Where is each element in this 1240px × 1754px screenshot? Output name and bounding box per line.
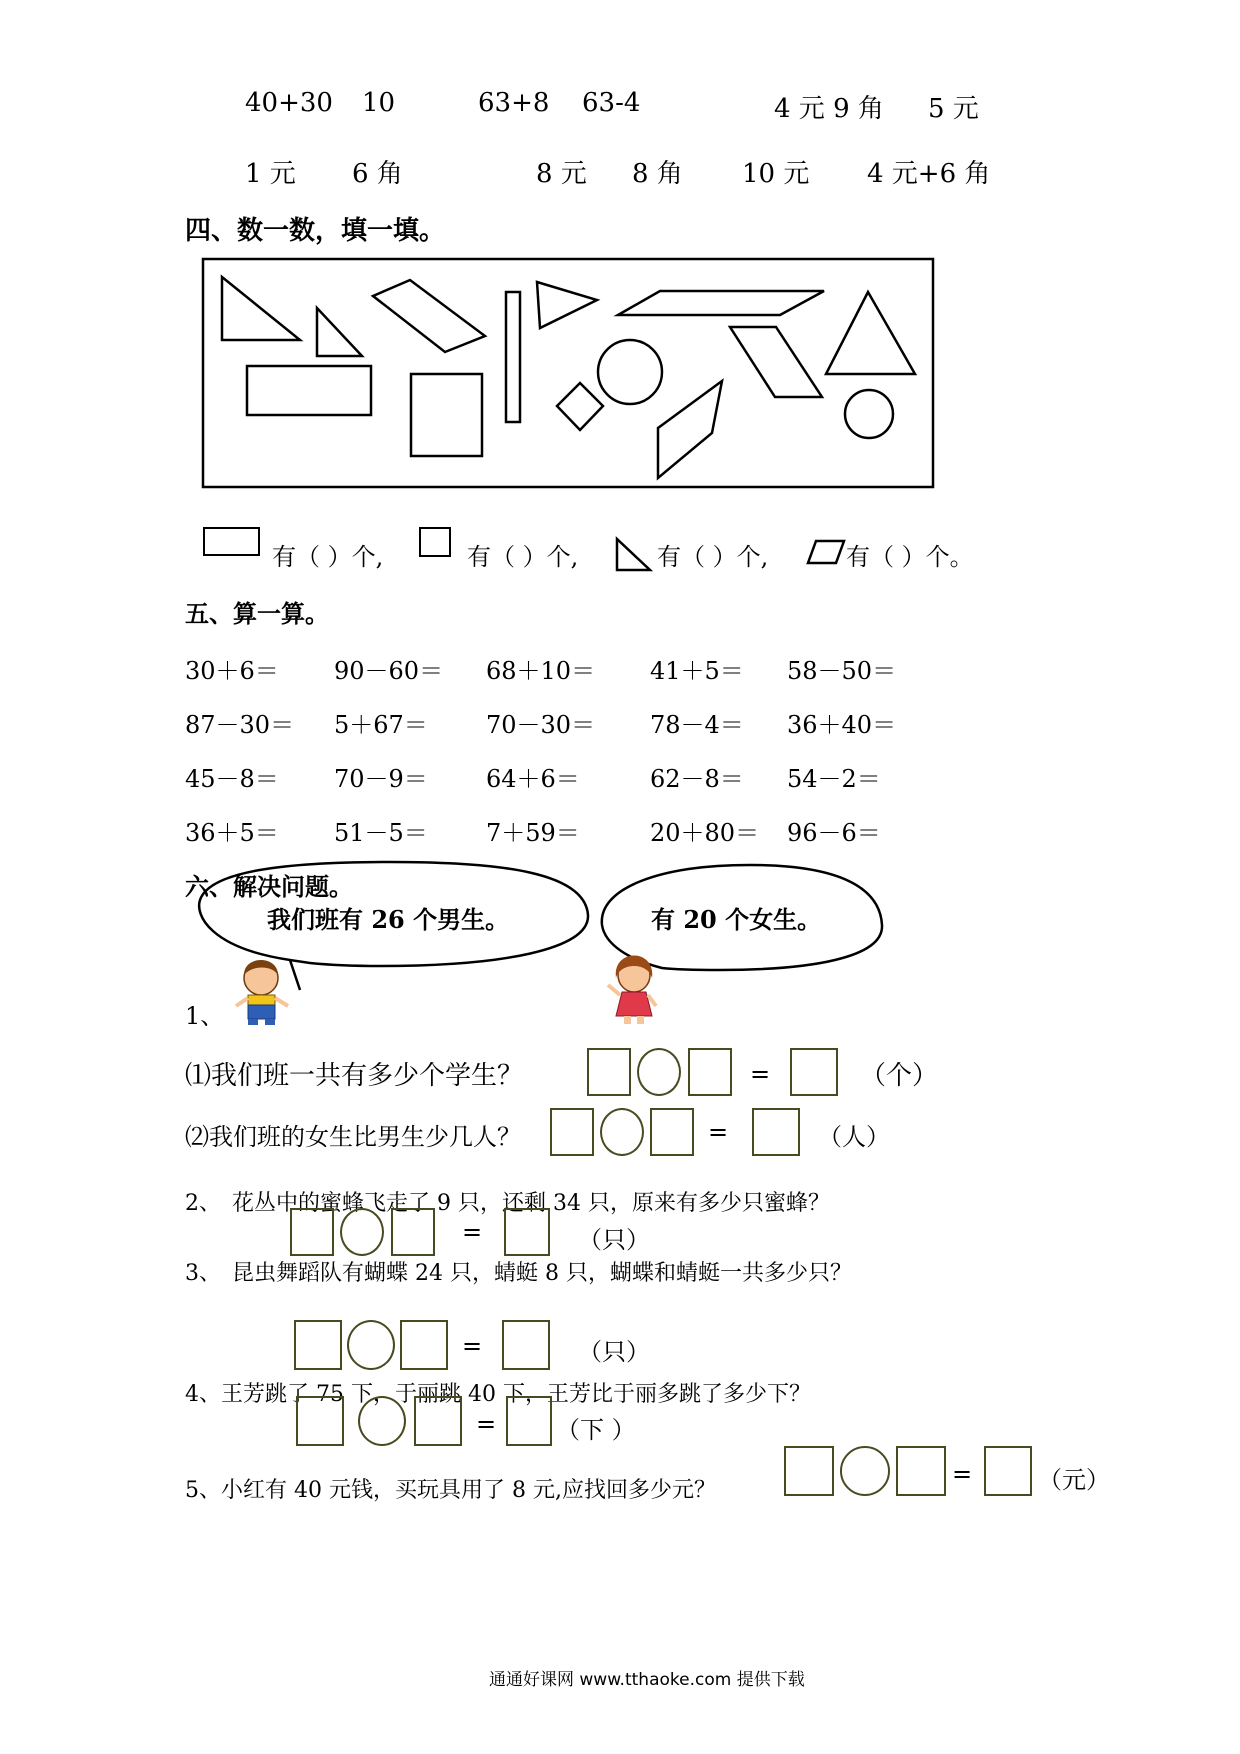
unit-label: （个） <box>860 1061 939 1091</box>
unit-label: （下 ） <box>556 1416 636 1444</box>
compare-item: 5 元 <box>928 94 979 124</box>
girl-bubble-text: 有 20 个女生。 <box>651 905 822 934</box>
calc-item: 20＋80＝ <box>650 819 760 847</box>
compare-item: 40+30 <box>245 88 333 118</box>
unit-label: （人） <box>818 1123 890 1151</box>
calc-item: 7＋59＝ <box>486 819 580 847</box>
section-5-title: 五、算一算。 <box>185 599 329 628</box>
calc-item: 96－6＝ <box>787 819 881 847</box>
equals-sign: = <box>476 1410 497 1438</box>
answer-box[interactable] <box>688 1048 732 1096</box>
answer-box[interactable] <box>414 1396 462 1446</box>
question-1-1: ⑴我们班一共有多少个学生？ <box>185 1061 524 1091</box>
calc-item: 68＋10＝ <box>486 657 596 685</box>
answer-box[interactable] <box>290 1208 334 1256</box>
calc-item: 54－2＝ <box>787 765 881 793</box>
compare-item: 1 元 <box>245 159 296 189</box>
question-5: 5、小红有 40 元钱，买玩具用了 8 元,应找回多少元？ <box>185 1478 716 1503</box>
unit-label: （只） <box>578 1338 650 1366</box>
calc-item: 70－9＝ <box>334 765 428 793</box>
answer-box[interactable] <box>391 1208 435 1256</box>
calc-item: 30＋6＝ <box>185 657 279 685</box>
unit-label: （元） <box>1038 1466 1110 1494</box>
question-3: 3、 昆虫舞蹈队有蝴蝶 24 只，蜻蜓 8 只，蝴蝶和蜻蜓一共多少只？ <box>185 1261 852 1286</box>
compare-item: 63+8 <box>478 88 550 118</box>
question-1-label: 1、 <box>185 1002 225 1030</box>
result-box[interactable] <box>504 1208 550 1256</box>
section-6-title: 六、解决问题。 <box>185 872 353 901</box>
answer-box[interactable] <box>650 1108 694 1156</box>
answer-box[interactable] <box>784 1446 834 1496</box>
compare-item: 10 <box>362 88 396 118</box>
answer-box[interactable] <box>896 1446 946 1496</box>
answer-box[interactable] <box>296 1396 344 1446</box>
girl-figure <box>608 956 656 1025</box>
fill-count-triangle: 有（ ）个, <box>657 543 769 571</box>
answer-box[interactable] <box>400 1320 448 1370</box>
answer-box[interactable] <box>294 1320 342 1370</box>
calc-item: 90－60＝ <box>334 657 444 685</box>
calc-item: 64＋6＝ <box>486 765 580 793</box>
equals-sign: = <box>952 1460 973 1488</box>
calc-item: 62－8＝ <box>650 765 744 793</box>
operator-circle[interactable] <box>600 1108 644 1156</box>
operator-circle[interactable] <box>637 1048 681 1096</box>
equals-sign: = <box>462 1218 483 1246</box>
answer-box[interactable] <box>587 1048 631 1096</box>
result-box[interactable] <box>752 1108 800 1156</box>
result-box[interactable] <box>506 1396 552 1446</box>
equals-sign: = <box>708 1118 729 1146</box>
compare-item: 4 元 9 角 <box>774 94 884 124</box>
unit-label: （只） <box>578 1226 650 1254</box>
fill-count-square: 有（ ）个, <box>467 543 579 571</box>
calc-item: 36＋40＝ <box>787 711 897 739</box>
answer-box[interactable] <box>550 1108 594 1156</box>
calc-item: 5＋67＝ <box>334 711 428 739</box>
equals-sign: = <box>750 1060 771 1088</box>
calc-item: 58－50＝ <box>787 657 897 685</box>
equals-sign: = <box>462 1332 483 1360</box>
compare-item: 8 元 <box>536 159 587 189</box>
calc-item: 45－8＝ <box>185 765 279 793</box>
compare-item: 6 角 <box>352 159 403 189</box>
operator-circle[interactable] <box>840 1446 890 1496</box>
fill-count-parallelogram: 有（ ）个。 <box>846 543 974 571</box>
boy-bubble-text: 我们班有 26 个男生。 <box>267 905 510 934</box>
fill-count-rectangle: 有（ ）个, <box>272 543 384 571</box>
calc-item: 41＋5＝ <box>650 657 744 685</box>
compare-item: 10 元 <box>742 159 810 189</box>
calc-item: 70－30＝ <box>486 711 596 739</box>
compare-item: 63-4 <box>582 88 641 118</box>
compare-item: 4 元+6 角 <box>867 159 991 189</box>
calc-item: 78－4＝ <box>650 711 744 739</box>
result-box[interactable] <box>790 1048 838 1096</box>
calc-item: 51－5＝ <box>334 819 428 847</box>
boy-figure <box>236 960 288 1025</box>
operator-circle[interactable] <box>340 1208 384 1256</box>
operator-circle[interactable] <box>358 1396 406 1446</box>
result-box[interactable] <box>502 1320 550 1370</box>
question-2: 2、 花丛中的蜜蜂飞走了 9 只，还剩 34 只，原来有多少只蜜蜂？ <box>185 1191 830 1216</box>
question-4: 4、王芳跳了 75 下，于丽跳 40 下，王芳比于丽多跳了多少下？ <box>185 1382 811 1407</box>
calc-item: 36＋5＝ <box>185 819 279 847</box>
compare-item: 8 角 <box>632 159 683 189</box>
operator-circle[interactable] <box>347 1320 395 1370</box>
question-1-2: ⑵我们班的女生比男生少几人？ <box>185 1123 521 1151</box>
page-footer: 通通好课网 www.tthaoke.com 提供下载 <box>489 1670 805 1690</box>
result-box[interactable] <box>984 1446 1032 1496</box>
calc-item: 87－30＝ <box>185 711 295 739</box>
section-4-title: 四、数一数，填一填。 <box>185 216 446 246</box>
